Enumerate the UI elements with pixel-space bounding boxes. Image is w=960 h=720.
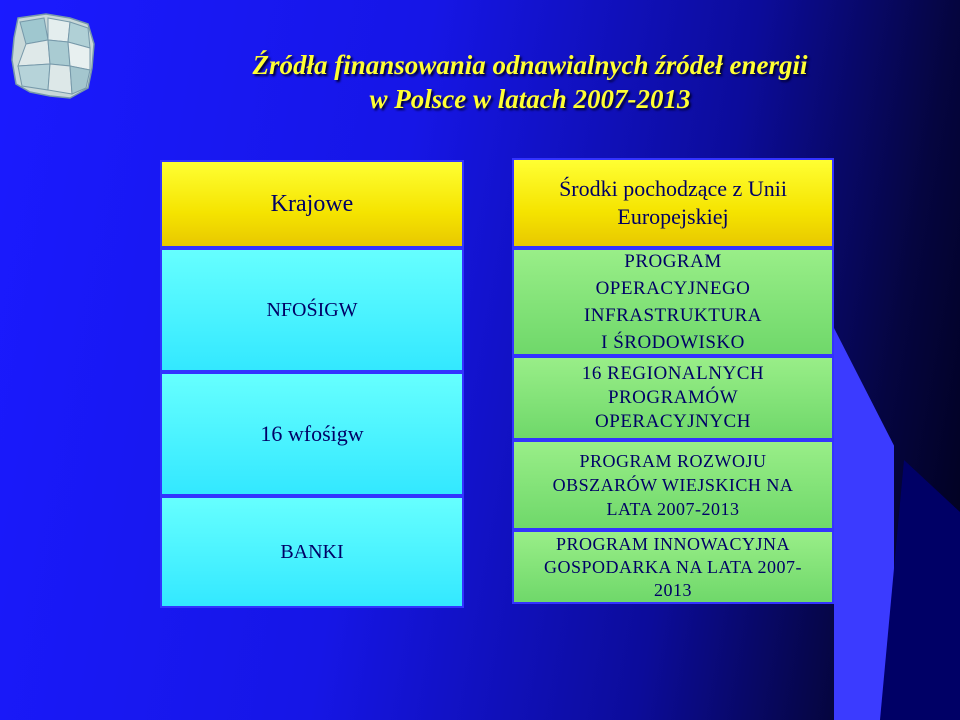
title-line-2: w Polsce w latach 2007-2013 xyxy=(369,84,691,114)
eu-sources-header: Środki pochodzące z Unii Europejskiej xyxy=(512,158,834,248)
decorative-stripe xyxy=(834,328,894,720)
national-sources-header: Krajowe xyxy=(160,160,464,248)
poland-map-icon xyxy=(8,10,96,102)
title-line-1: Źródła finansowania odnawialnych źródeł energii xyxy=(252,50,808,80)
eu-source-regional-programs: 16 REGIONALNYCH PROGRAMÓW OPERACYJNYCH xyxy=(512,356,834,440)
national-source-nfosigw: NFOŚIGW xyxy=(160,248,464,372)
national-source-banks: BANKI xyxy=(160,496,464,608)
eu-source-rural-development: PROGRAM ROZWOJU OBSZARÓW WIEJSKICH NA LATA 2007-2013 xyxy=(512,440,834,530)
eu-source-innovative-economy: PROGRAM INNOWACYJNA GOSPODARKA NA LATA 2007- 2013 xyxy=(512,530,834,604)
slide-title xyxy=(120,48,940,116)
eu-source-infrastructure-environment: PROGRAM OPERACYJNEGO INFRASTRUKTURA I ŚRODOWISKO xyxy=(512,248,834,356)
national-source-wfosigw: 16 wfośigw xyxy=(160,372,464,496)
